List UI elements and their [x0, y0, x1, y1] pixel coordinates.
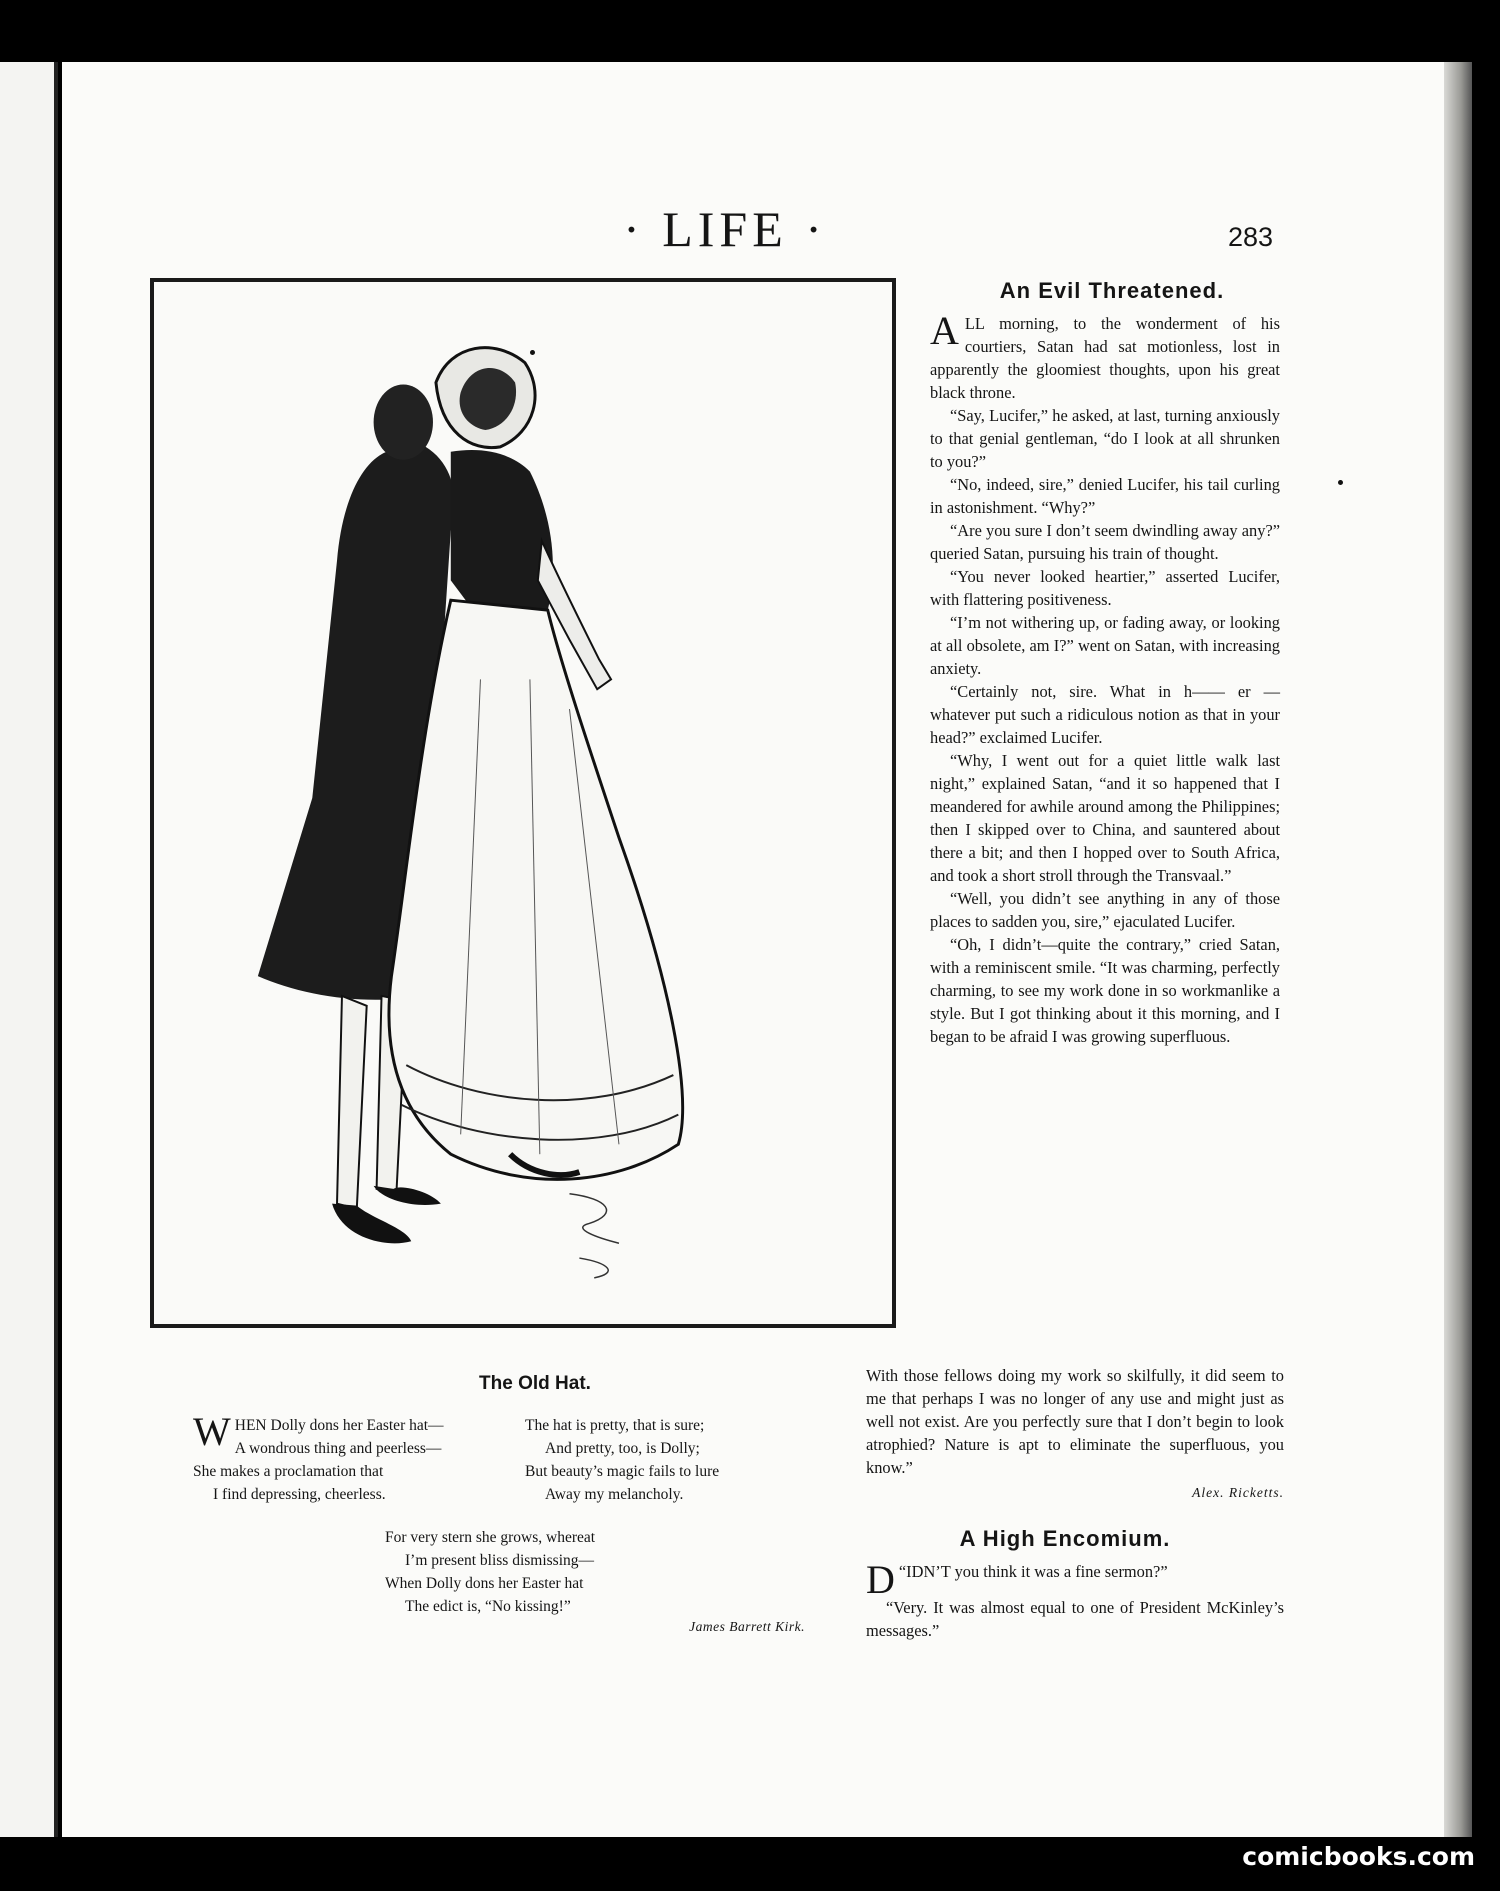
continuation-text: With those fellows doing my work so skilfully, it did seem to me that perhaps I was no longer of any use and might just as well not exist. Are you perfectly sure that I don’t begin to look atrophied? Nature is apt to eliminate the superfluous, you know.” [866, 1366, 1284, 1477]
poem-line: She makes a proclamation that [193, 1463, 384, 1480]
masthead-title: · LIFE · [623, 201, 827, 257]
article-paragraph: “Why, I went out for a quiet little walk last night,” explained Satan, “and it so happened that I meandered for awhile around among the Philippines; then I skipped over to China, and sauntered about there a bit; and then I hopped over to South Africa, and took a short stroll through the Transvaal.” [930, 751, 1280, 885]
adjacent-page-edge [0, 62, 55, 1837]
poem-line: Away my melancholy. [545, 1486, 684, 1503]
article-title: A High Encomium. [959, 1526, 1171, 1551]
article-paragraph: “Say, Lucifer,” he asked, at last, turning anxiously to that genial gentleman, “do I look at all shrunken to you?” [930, 406, 1280, 471]
poem-line: When Dolly dons her Easter hat [385, 1575, 584, 1592]
poem-line: For very stern she grows, whereat [385, 1529, 596, 1546]
open-quote: “ [898, 1562, 907, 1581]
article-continuation [866, 1364, 1284, 1504]
page-gutter-shadow [1444, 62, 1472, 1837]
article-paragraph [866, 1557, 1284, 1602]
poem-line: HEN Dolly dons her Easter hat— [234, 1417, 444, 1434]
drop-cap: W [193, 1409, 231, 1454]
drop-cap: A [930, 308, 959, 353]
print-speck [1338, 480, 1343, 485]
drop-cap: D [866, 1557, 895, 1602]
poem-line: And pretty, too, is Dolly; [545, 1440, 700, 1457]
poem-line: The edict is, “No kissing!” [405, 1598, 571, 1615]
page-number: 283 [1228, 222, 1274, 252]
article-paragraph: “Well, you didn’t see anything in any of those places to sadden you, sire,” ejaculated Lucifer. [930, 889, 1280, 931]
article-paragraph: “Are you sure I don’t seem dwindling away any?” queried Satan, pursuing his train of thought. [930, 521, 1280, 563]
article-paragraph: “I’m not withering up, or fading away, or looking at all obsolete, am I?” went on Satan, with increasing anxiety. [930, 613, 1280, 678]
poem-line: The hat is pretty, that is sure; [525, 1417, 705, 1434]
poem-line: A wondrous thing and peerless— [234, 1440, 442, 1457]
paragraph-text: IDN’T you think it was a fine sermon?” [906, 1562, 1168, 1581]
illustration-drawing [154, 282, 892, 1324]
watermark-text: comicbooks.com [1242, 1842, 1475, 1871]
poem-line: I’m present bliss dismissing— [405, 1552, 595, 1569]
encomium-body [866, 1557, 1284, 1642]
poem-byline: James Barrett Kirk. [689, 1619, 805, 1634]
article-title: An Evil Threatened. [999, 278, 1225, 303]
article-paragraph: “You never looked heartier,” asserted Lucifer, with flattering positiveness. [930, 567, 1280, 609]
poem-line: I find depressing, cheerless. [213, 1486, 386, 1503]
article-paragraph [930, 308, 1280, 404]
courting-couple-illustration [150, 278, 896, 1328]
poem-line: But beauty’s magic fails to lure [525, 1463, 720, 1480]
poem-title: The Old Hat. [479, 1373, 591, 1394]
poem-stanza-3 [385, 1526, 685, 1618]
article-byline: Alex. Ricketts. [1192, 1485, 1284, 1500]
poem-stanza-2 [525, 1414, 825, 1506]
article-paragraph: “Oh, I didn’t—quite the contrary,” cried Satan, with a reminiscent smile. “It was charming, perfectly charming, to see my work done in so workmanlike a style. But I got thinking about it this morning, and I began to be afraid I was growing superfluous. [930, 935, 1280, 1046]
poem-stanza-1 [193, 1409, 513, 1506]
print-speck [530, 350, 535, 355]
article-paragraph: “Certainly not, sire. What in h—— er — whatever put such a ridiculous notion as that in your head?” exclaimed Lucifer. [930, 682, 1280, 747]
article-body [930, 308, 1280, 1048]
article-paragraph: “Very. It was almost equal to one of President McKinley’s messages.” [866, 1598, 1284, 1640]
paragraph-text: LL morning, to the wonderment of his courtiers, Satan had sat motionless, lost in apparently the gloomiest thoughts, upon his great black throne. [930, 314, 1280, 402]
article-paragraph: “No, indeed, sire,” denied Lucifer, his tail curling in astonishment. “Why?” [930, 475, 1280, 517]
